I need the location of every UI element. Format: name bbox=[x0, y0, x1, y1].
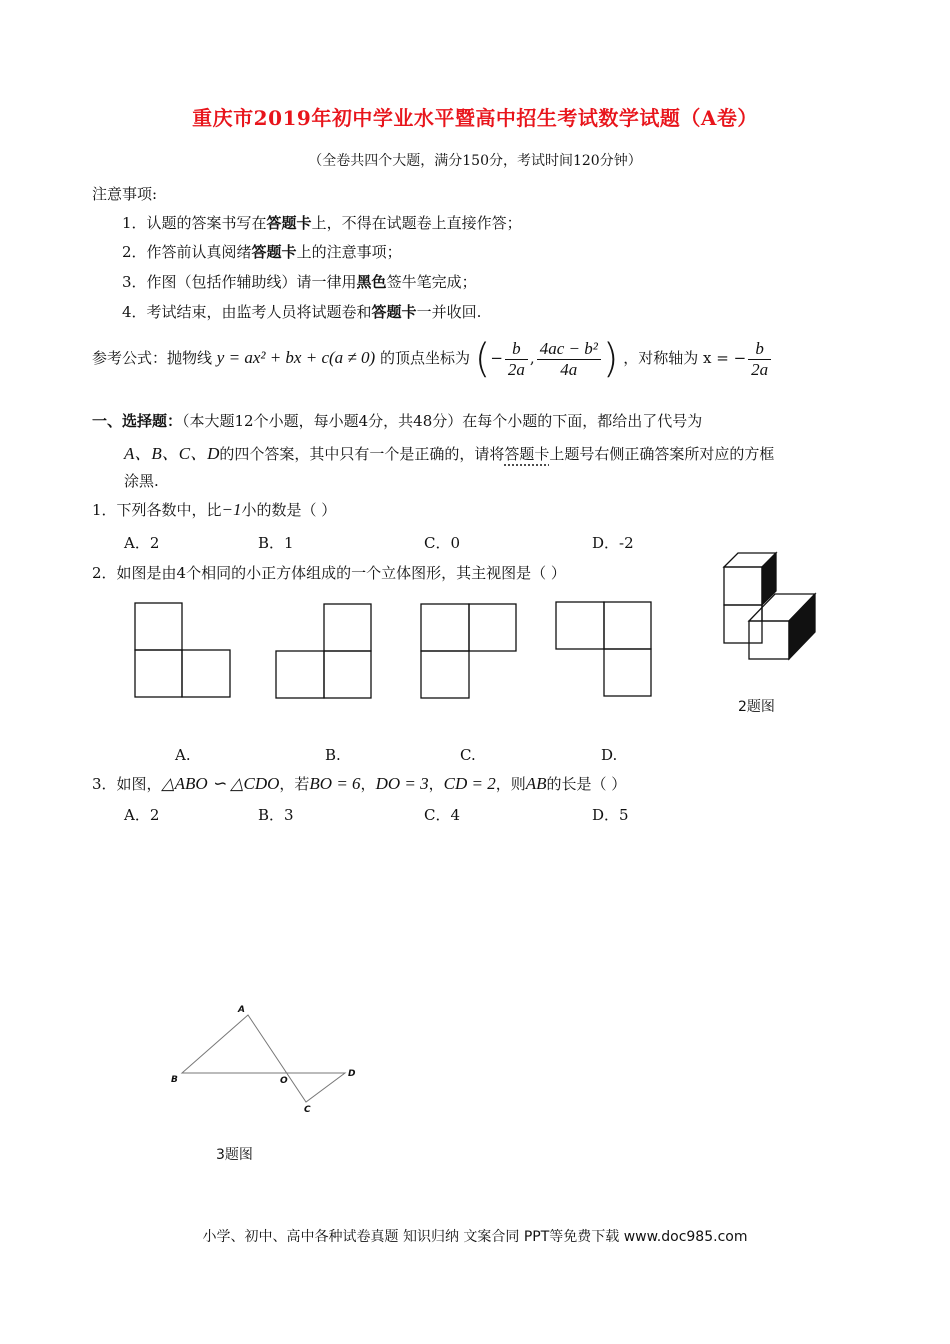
q1-option-d: D．-2 bbox=[592, 534, 634, 552]
q3-option-c: C．4 bbox=[424, 806, 461, 824]
notice-item-3: 3．作图（包括作辅助线）请一律用黑色签牛笔完成； bbox=[122, 273, 477, 291]
q2-label-d: D. bbox=[601, 746, 618, 764]
notice-item-4: 4．考试结束，由监考人员将试题卷和答题卡一并收回. bbox=[122, 303, 482, 321]
q3-option-d: D．5 bbox=[592, 806, 629, 824]
reference-formula: 参考公式：抛物线 y = ax² + bx + c(a ≠ 0) 的顶点坐标为 (− $\frac{b}{2a}$ , $\frac{\text{4ac − b²}}{4a}$ ) ，对称轴为 x = − $\frac{b}{2a}$ bbox=[92, 336, 773, 382]
notice-item-2: 2．作答前认真阅绪答题卡上的注意事项； bbox=[122, 243, 402, 261]
q3-point-c-label: C bbox=[304, 1105, 311, 1115]
q2-stem: 2．如图是由4个相同的小正方体组成的一个立体图形，其主视图是（ ） bbox=[92, 564, 566, 582]
exam-title: 重庆市2019年初中学业水平暨高中招生考试数学试题（A卷） bbox=[192, 106, 758, 130]
exam-subtitle: （全卷共四个大题，满分150分，考试时间120分钟） bbox=[308, 153, 642, 169]
q2-label-c: C. bbox=[460, 746, 476, 764]
notice-item-1: 1．认题的答案书写在答题卡上，不得在试题卷上直接作答； bbox=[122, 214, 522, 232]
section1-line1: 一、选择题：（本大题12个小题，每小题4分，共48分）在每个小题的下面，都给出了代号为 bbox=[92, 412, 703, 430]
q2-label-b: B. bbox=[325, 746, 341, 764]
q3-option-b: B．3 bbox=[258, 806, 294, 824]
q3-point-b-label: B bbox=[171, 1075, 178, 1085]
q3-point-a-label: A bbox=[238, 1005, 245, 1015]
section1-line3: 涂黑. bbox=[124, 472, 159, 490]
q1-stem: 1．下列各数中，比−1小的数是（ ） bbox=[92, 500, 337, 519]
q1-option-a: A．2 bbox=[124, 534, 160, 552]
q2-figure-caption: 2题图 bbox=[738, 699, 775, 715]
q3-option-a: A．2 bbox=[124, 806, 160, 824]
footer-text: 小学、初中、高中各种试卷真题 知识归纳 文案合同 PPT等免费下载 www.doc985.com bbox=[202, 1229, 748, 1245]
q3-stem: 3．如图，△ABO ∽ △CDO，若BO = 6，DO = 3，CD = 2，则AB的长是（ ） bbox=[92, 774, 627, 793]
q1-option-b: B．1 bbox=[258, 534, 294, 552]
q3-point-d-label: D bbox=[348, 1069, 356, 1079]
q3-point-o-label: O bbox=[280, 1076, 288, 1086]
q1-option-c: C．0 bbox=[424, 534, 461, 552]
section1-line2: A、B、C、D的四个答案，其中只有一个是正确的，请将答题卡上题号右侧正确答案所对应的方框 bbox=[124, 444, 775, 463]
notice-heading: 注意事项: bbox=[92, 185, 158, 203]
q3-figure-caption: 3题图 bbox=[216, 1147, 253, 1163]
q2-label-a: A. bbox=[175, 746, 191, 764]
